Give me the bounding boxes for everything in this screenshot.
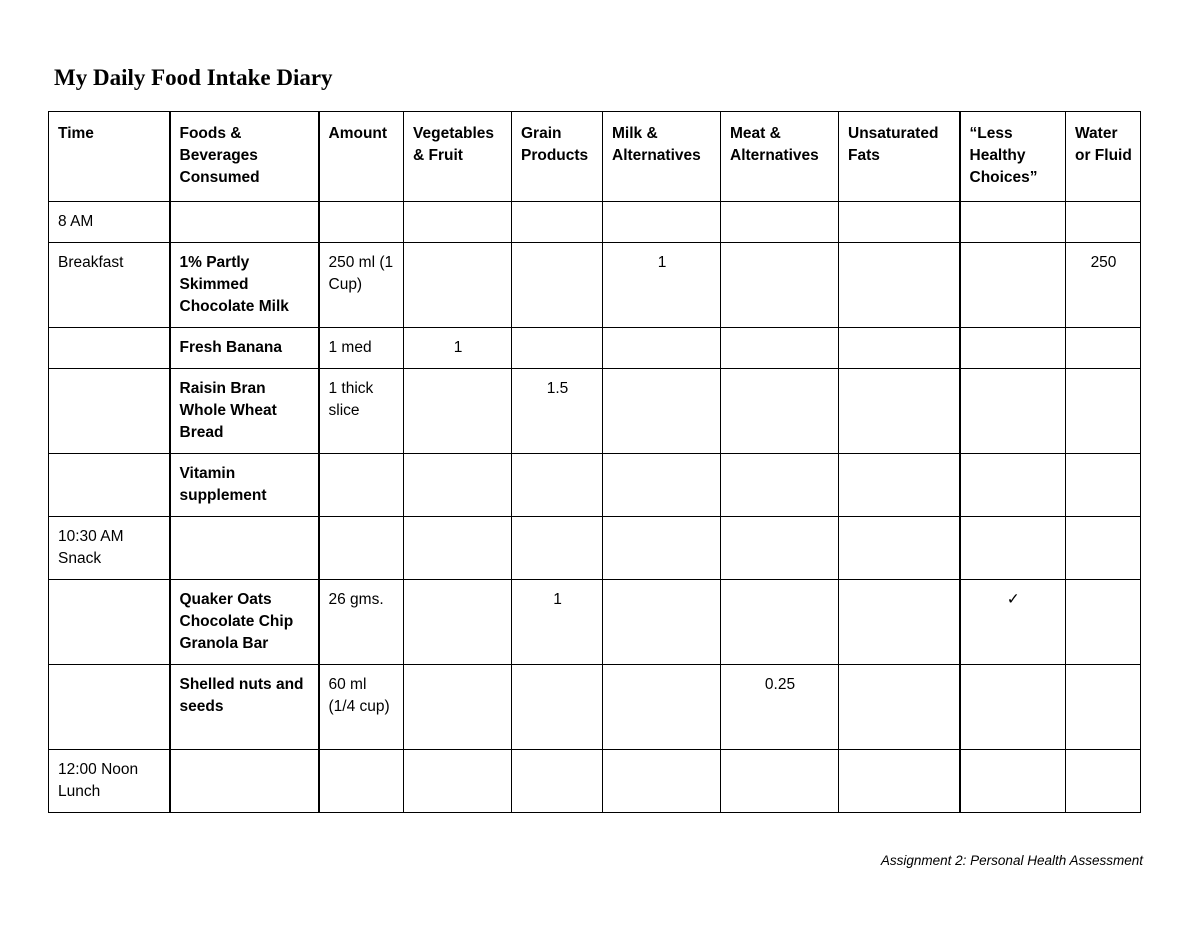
cell-time: Breakfast [49,243,170,328]
cell-grain: 1 [512,580,603,665]
cell-amount [319,750,404,813]
cell-less-healthy [960,517,1066,580]
cell-veg [404,243,512,328]
cell-food [170,202,319,243]
cell-milk [603,328,721,369]
cell-water [1066,517,1141,580]
cell-time [49,454,170,517]
cell-grain [512,454,603,517]
cell-time: 10:30 AM Snack [49,517,170,580]
cell-milk [603,517,721,580]
cell-time [49,369,170,454]
cell-meat [721,243,839,328]
footer-note: Assignment 2: Personal Health Assessment [880,853,1143,868]
cell-veg: 1 [404,328,512,369]
cell-amount: 1 med [319,328,404,369]
cell-veg [404,750,512,813]
cell-meat [721,517,839,580]
cell-grain [512,665,603,750]
header-amount: Amount [319,112,404,202]
cell-less-healthy [960,454,1066,517]
cell-amount: 250 ml (1 Cup) [319,243,404,328]
cell-amount [319,517,404,580]
cell-grain [512,202,603,243]
cell-meat [721,580,839,665]
cell-meat: 0.25 [721,665,839,750]
cell-fats [839,328,960,369]
cell-fats [839,454,960,517]
cell-less-healthy [960,243,1066,328]
cell-meat [721,750,839,813]
cell-fats [839,369,960,454]
cell-food: Vitamin supplement [170,454,319,517]
table-row [49,750,1141,813]
cell-water [1066,665,1141,750]
food-diary-table [48,111,1141,813]
cell-less-healthy [960,369,1066,454]
cell-time [49,580,170,665]
cell-water [1066,750,1141,813]
cell-fats [839,580,960,665]
cell-amount: 60 ml (1/4 cup) [319,665,404,750]
cell-veg [404,580,512,665]
cell-milk [603,369,721,454]
cell-meat [721,328,839,369]
cell-veg [404,202,512,243]
table-row [49,243,1141,328]
header-less-healthy: “Less Healthy Choices” [960,112,1066,202]
header-foods: Foods & Beverages Consumed [170,112,319,202]
table-row [49,517,1141,580]
cell-food: Fresh Banana [170,328,319,369]
cell-veg [404,517,512,580]
cell-water [1066,369,1141,454]
cell-fats [839,517,960,580]
header-fats: Unsaturated Fats [839,112,960,202]
header-vegetables: Vegetables & Fruit [404,112,512,202]
cell-food: Quaker Oats Chocolate Chip Granola Bar [170,580,319,665]
header-milk: Milk & Alternatives [603,112,721,202]
cell-fats [839,750,960,813]
cell-meat [721,369,839,454]
cell-time [49,328,170,369]
header-water: Water or Fluid [1066,112,1141,202]
cell-meat [721,202,839,243]
cell-food [170,750,319,813]
header-row [49,112,1141,202]
cell-veg [404,665,512,750]
cell-grain [512,750,603,813]
cell-water [1066,202,1141,243]
header-grain: Grain Products [512,112,603,202]
cell-food: 1% Partly Skimmed Chocolate Milk [170,243,319,328]
cell-time: 8 AM [49,202,170,243]
cell-amount: 1 thick slice [319,369,404,454]
cell-milk [603,580,721,665]
cell-food: Shelled nuts and seeds [170,665,319,750]
cell-milk [603,665,721,750]
header-meat: Meat & Alternatives [721,112,839,202]
cell-food [170,517,319,580]
cell-veg [404,454,512,517]
table-row [49,580,1141,665]
cell-milk: 1 [603,243,721,328]
cell-amount [319,454,404,517]
cell-grain: 1.5 [512,369,603,454]
cell-milk [603,750,721,813]
cell-less-healthy [960,750,1066,813]
cell-less-healthy [960,328,1066,369]
cell-water [1066,454,1141,517]
cell-time [49,665,170,750]
table-row [49,369,1141,454]
table-row [49,454,1141,517]
cell-water [1066,580,1141,665]
cell-water [1066,328,1141,369]
cell-veg [404,369,512,454]
cell-less-healthy: ✓ [960,580,1066,665]
cell-amount: 26 gms. [319,580,404,665]
cell-food: Raisin Bran Whole Wheat Bread [170,369,319,454]
page-title: My Daily Food Intake Diary [54,65,333,90]
cell-time: 12:00 Noon Lunch [49,750,170,813]
header-time: Time [49,112,170,202]
cell-less-healthy [960,202,1066,243]
cell-water: 250 [1066,243,1141,328]
cell-amount [319,202,404,243]
cell-less-healthy [960,665,1066,750]
cell-milk [603,454,721,517]
cell-fats [839,202,960,243]
table-row [49,202,1141,243]
table-row [49,665,1141,750]
cell-fats [839,665,960,750]
cell-grain [512,243,603,328]
cell-meat [721,454,839,517]
cell-fats [839,243,960,328]
cell-milk [603,202,721,243]
cell-grain [512,517,603,580]
cell-grain [512,328,603,369]
table-row [49,328,1141,369]
